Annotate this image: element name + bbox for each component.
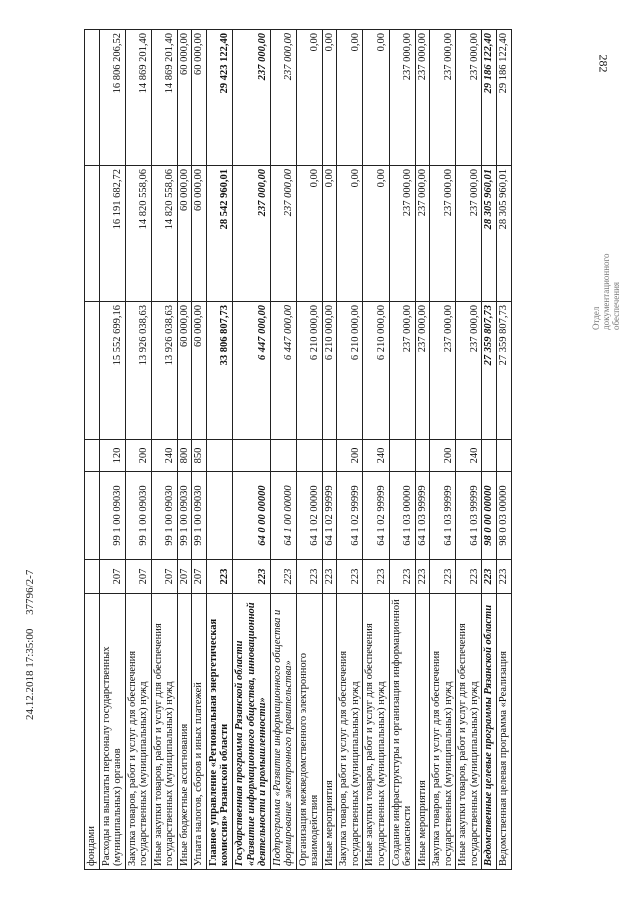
row-value-2019: 13 926 038,63: [125, 302, 151, 440]
row-vr: [206, 440, 232, 472]
row-csr: 64 1 03 99999: [415, 472, 430, 560]
row-value-2021: 14 869 201,40: [125, 30, 151, 166]
row-value-2019: 6 447 000,00: [270, 302, 296, 440]
budget-table-body: [85, 30, 512, 870]
row-code: 223: [496, 560, 511, 594]
row-value-2019: 27 359 807,73: [496, 302, 511, 440]
row-name: Ведомственные целевые программы Рязанской области: [482, 594, 497, 870]
table-row: [337, 30, 363, 870]
table-row: [99, 30, 125, 870]
row-value-2021: 237 000,00: [233, 30, 271, 166]
table-row: [322, 30, 337, 870]
row-value-2019: 6 210 000,00: [296, 302, 322, 440]
row-value-2019: [85, 302, 100, 440]
row-code: 223: [233, 560, 271, 594]
row-value-2021: 29 186 122,40: [482, 30, 497, 166]
row-vr: 200: [430, 440, 456, 472]
row-csr: 64 1 02 00000: [296, 472, 322, 560]
row-vr: [322, 440, 337, 472]
row-value-2021: 0,00: [296, 30, 322, 166]
row-vr: [296, 440, 322, 472]
page-number: 282: [596, 54, 611, 73]
row-value-2020: 28 305 960,01: [496, 166, 511, 302]
row-value-2020: 237 000,00: [456, 166, 482, 302]
table-row: [430, 30, 456, 870]
row-value-2020: 237 000,00: [430, 166, 456, 302]
table-row: [296, 30, 322, 870]
row-value-2021: 237 000,00: [430, 30, 456, 166]
row-vr: 850: [192, 440, 207, 472]
row-value-2020: 237 000,00: [415, 166, 430, 302]
row-value-2020: 237 000,00: [270, 166, 296, 302]
row-value-2019: 237 000,00: [415, 302, 430, 440]
row-vr: [85, 440, 100, 472]
table-row: [192, 30, 207, 870]
row-csr: 99 1 00 09030: [125, 472, 151, 560]
row-value-2021: 60 000,00: [192, 30, 207, 166]
row-value-2020: [85, 166, 100, 302]
row-name: Иные закупки товаров, работ и услуг для обеспечения государственных (муниципальных) нужд: [456, 594, 482, 870]
row-vr: 240: [363, 440, 389, 472]
row-code: 223: [363, 560, 389, 594]
row-value-2021: 237 000,00: [415, 30, 430, 166]
table-row: [270, 30, 296, 870]
row-value-2021: [85, 30, 100, 166]
row-name: Закупка товаров, работ и услуг для обеспечения государственных (муниципальных) нужд: [337, 594, 363, 870]
row-value-2020: 14 820 558,06: [151, 166, 177, 302]
row-vr: 200: [125, 440, 151, 472]
row-code: 207: [177, 560, 192, 594]
row-value-2019: 6 210 000,00: [363, 302, 389, 440]
row-value-2021: 237 000,00: [389, 30, 415, 166]
row-name: Расходы на выплаты персоналу государственных (муниципальных) органов: [99, 594, 125, 870]
row-name: Закупка товаров, работ и услуг для обеспечения государственных (муниципальных) нужд: [430, 594, 456, 870]
row-name: Иные закупки товаров, работ и услуг для обеспечения государственных (муниципальных) нужд: [363, 594, 389, 870]
row-vr: 800: [177, 440, 192, 472]
table-row: [233, 30, 271, 870]
table-row: [206, 30, 232, 870]
row-code: 207: [192, 560, 207, 594]
table-row: [177, 30, 192, 870]
row-value-2019: 27 359 807,73: [482, 302, 497, 440]
row-code: 223: [296, 560, 322, 594]
row-vr: [233, 440, 271, 472]
row-csr: 64 1 00 00000: [270, 472, 296, 560]
row-value-2020: 60 000,00: [177, 166, 192, 302]
row-value-2021: 0,00: [337, 30, 363, 166]
row-code: 223: [430, 560, 456, 594]
row-name: Иные закупки товаров, работ и услуг для обеспечения государственных (муниципальных) нужд: [151, 594, 177, 870]
row-vr: [270, 440, 296, 472]
row-value-2019: 237 000,00: [430, 302, 456, 440]
row-value-2021: 14 869 201,40: [151, 30, 177, 166]
row-value-2020: 0,00: [363, 166, 389, 302]
row-csr: [206, 472, 232, 560]
row-name: Уплата налогов, сборов и иных платежей: [192, 594, 207, 870]
row-csr: 64 1 02 99999: [322, 472, 337, 560]
row-code: 223: [206, 560, 232, 594]
row-value-2019: 6 210 000,00: [322, 302, 337, 440]
row-value-2019: 6 447 000,00: [233, 302, 271, 440]
stamp-line: обеспечения: [610, 281, 621, 330]
row-value-2020: 28 542 960,01: [206, 166, 232, 302]
budget-table-sheet: [84, 30, 584, 870]
row-name: Главное управление «Региональная энергетическая комиссия» Рязанской области: [206, 594, 232, 870]
row-vr: [389, 440, 415, 472]
row-value-2021: 237 000,00: [456, 30, 482, 166]
table-row: [125, 30, 151, 870]
row-code: [85, 560, 100, 594]
row-vr: 200: [337, 440, 363, 472]
row-value-2020: 60 000,00: [192, 166, 207, 302]
document-stamp: [592, 254, 622, 330]
row-vr: 240: [151, 440, 177, 472]
row-csr: 99 1 00 09030: [151, 472, 177, 560]
table-row: [85, 30, 100, 870]
row-code: 223: [415, 560, 430, 594]
row-csr: 98 0 00 00000: [482, 472, 497, 560]
row-value-2021: 29 186 122,40: [496, 30, 511, 166]
row-csr: 64 0 00 00000: [233, 472, 271, 560]
stamp-line: Отдел документационного: [591, 253, 611, 330]
row-name: Иные мероприятия: [322, 594, 337, 870]
row-csr: [85, 472, 100, 560]
footer-timestamp: 24.12.2018 17:35:00: [24, 628, 36, 720]
row-value-2021: 237 000,00: [270, 30, 296, 166]
row-name: Иные бюджетные ассигнования: [177, 594, 192, 870]
footer: [24, 530, 36, 720]
row-csr: 64 1 02 99999: [337, 472, 363, 560]
row-code: 223: [322, 560, 337, 594]
row-value-2021: 0,00: [363, 30, 389, 166]
row-name: Организация межведомственного электронного взаимодействия: [296, 594, 322, 870]
row-value-2020: 0,00: [322, 166, 337, 302]
row-code: 223: [337, 560, 363, 594]
row-value-2021: 60 000,00: [177, 30, 192, 166]
table-row: [415, 30, 430, 870]
row-csr: 99 1 00 09030: [177, 472, 192, 560]
row-name: Иные мероприятия: [415, 594, 430, 870]
row-value-2019: 237 000,00: [456, 302, 482, 440]
table-row: [496, 30, 511, 870]
row-name: Государственная программа Рязанской области «Развитие информационного общества, инновационной деятельности и промышленности»: [233, 594, 271, 870]
row-name: фондами: [85, 594, 100, 870]
footer-doc-ref: 37796/2-7: [24, 569, 36, 615]
row-csr: 98 0 03 00000: [496, 472, 511, 560]
row-value-2020: 14 820 558,06: [125, 166, 151, 302]
row-name: Подпрограмма «Развитие информационного общества и формирование электронного правительства»: [270, 594, 296, 870]
row-code: 223: [270, 560, 296, 594]
row-value-2020: 0,00: [337, 166, 363, 302]
row-value-2019: 237 000,00: [389, 302, 415, 440]
row-vr: [415, 440, 430, 472]
budget-table: [84, 29, 512, 870]
row-vr: 240: [456, 440, 482, 472]
row-value-2021: 16 806 206,52: [99, 30, 125, 166]
table-row: [389, 30, 415, 870]
row-code: 207: [125, 560, 151, 594]
row-vr: [482, 440, 497, 472]
row-code: 223: [482, 560, 497, 594]
row-vr: 120: [99, 440, 125, 472]
row-vr: [496, 440, 511, 472]
row-csr: 99 1 00 09030: [192, 472, 207, 560]
row-value-2020: 237 000,00: [233, 166, 271, 302]
row-name: Создание инфраструктуры и организация информационной безопасности: [389, 594, 415, 870]
row-csr: 64 1 03 00000: [389, 472, 415, 560]
table-row: [456, 30, 482, 870]
row-value-2021: 29 423 122,40: [206, 30, 232, 166]
row-value-2020: 16 191 682,72: [99, 166, 125, 302]
row-code: 207: [151, 560, 177, 594]
table-row: [482, 30, 497, 870]
table-row: [363, 30, 389, 870]
row-code: 223: [389, 560, 415, 594]
row-value-2019: 60 000,00: [177, 302, 192, 440]
row-csr: 64 1 03 99999: [456, 472, 482, 560]
row-value-2019: 15 552 699,16: [99, 302, 125, 440]
row-value-2021: 0,00: [322, 30, 337, 166]
row-code: 223: [456, 560, 482, 594]
row-code: 207: [99, 560, 125, 594]
row-value-2020: 28 305 960,01: [482, 166, 497, 302]
row-name: Ведомственная целевая программа «Реализация: [496, 594, 511, 870]
table-row: [151, 30, 177, 870]
row-value-2019: 6 210 000,00: [337, 302, 363, 440]
row-csr: 64 1 03 99999: [430, 472, 456, 560]
row-value-2019: 60 000,00: [192, 302, 207, 440]
row-value-2020: 0,00: [296, 166, 322, 302]
row-csr: 64 1 02 99999: [363, 472, 389, 560]
row-value-2020: 237 000,00: [389, 166, 415, 302]
row-csr: 99 1 00 09030: [99, 472, 125, 560]
row-name: Закупка товаров, работ и услуг для обеспечения государственных (муниципальных) нужд: [125, 594, 151, 870]
row-value-2019: 13 926 038,63: [151, 302, 177, 440]
row-value-2019: 33 806 807,73: [206, 302, 232, 440]
